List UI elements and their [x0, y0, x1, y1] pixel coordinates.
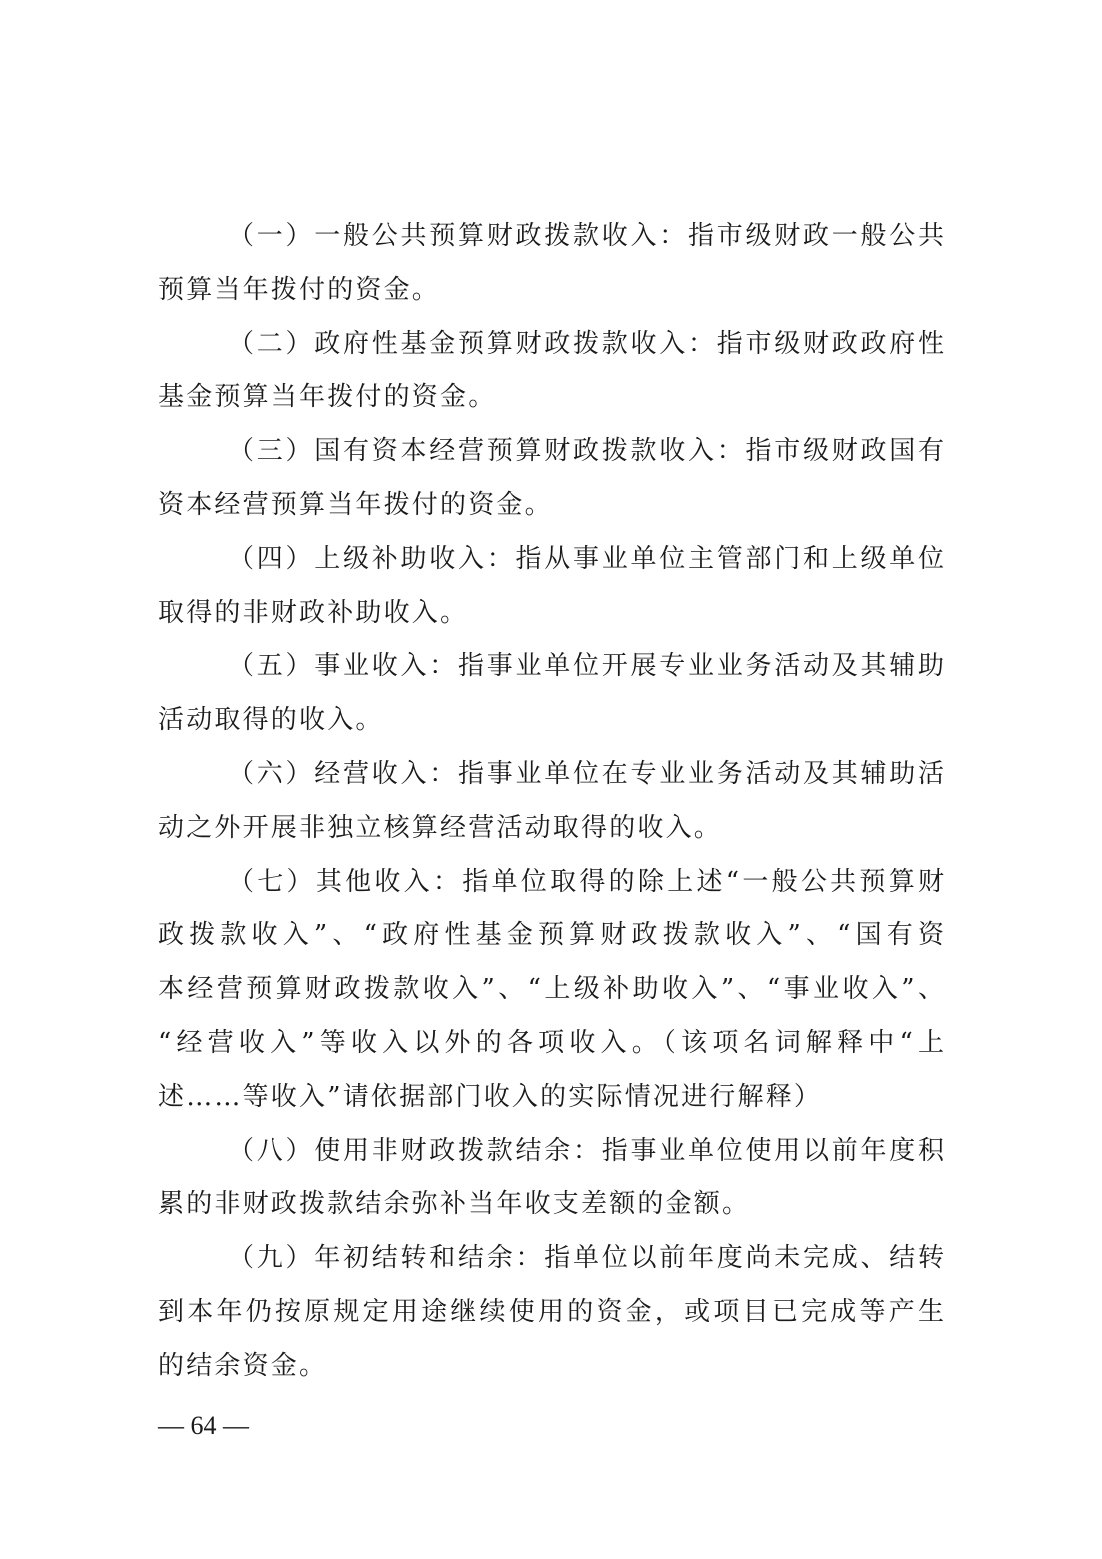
text-line: 取得的非财政补助收入。 — [158, 597, 469, 628]
text-line: （九）年初结转和结余：指单位以前年度尚未完成、结转 — [228, 1243, 944, 1274]
text-line: 到本年仍按原规定用途继续使用的资金，或项目已完成等产生 — [158, 1296, 944, 1327]
paragraph-operating-income — [158, 748, 944, 856]
text-line: “经营收入”等收入以外的各项收入。（该项名词解释中“上 — [158, 1027, 944, 1058]
text-line: 累的非财政拨款结余弥补当年收支差额的金额。 — [158, 1189, 751, 1220]
paragraph-superior-subsidy — [158, 533, 944, 641]
text-line: （一）一般公共预算财政拨款收入：指市级财政一般公共 — [228, 221, 944, 251]
text-line: 预算当年拨付的资金。 — [158, 274, 441, 305]
text-line: （二）政府性基金预算财政拨款收入：指市级财政政府性 — [228, 328, 944, 359]
text-line: （八）使用非财政拨款结余：指事业单位使用以前年度积 — [228, 1135, 944, 1166]
text-line: 政拨款收入”、“政府性基金预算财政拨款收入”、“国有资 — [158, 920, 944, 951]
document-body — [158, 210, 944, 1394]
text-line: （七）其他收入：指单位取得的除上述“一般公共预算财 — [228, 866, 944, 897]
paragraph-business-income — [158, 640, 944, 748]
paragraph-state-capital-budget — [158, 425, 944, 533]
text-line: 的结余资金。 — [158, 1350, 328, 1381]
paragraph-non-fiscal-balance — [158, 1125, 944, 1233]
text-line: （六）经营收入：指事业单位在专业业务活动及其辅助活 — [228, 758, 944, 789]
text-line: 动之外开展非独立核算经营活动取得的收入。 — [158, 812, 723, 843]
text-line: （三）国有资本经营预算财政拨款收入：指市级财政国有 — [228, 436, 944, 467]
text-line: （四）上级补助收入：指从事业单位主管部门和上级单位 — [228, 543, 944, 574]
paragraph-general-public-budget — [158, 210, 944, 318]
text-line: 活动取得的收入。 — [158, 705, 384, 736]
text-line: 述……等收入”请依据部门收入的实际情况进行解释） — [158, 1081, 823, 1112]
paragraph-other-income — [158, 856, 944, 1125]
paragraph-government-fund-budget — [158, 318, 944, 426]
text-line: 资本经营预算当年拨付的资金。 — [158, 489, 553, 520]
page-number: — 64 — — [158, 1411, 249, 1440]
text-line: 本经营预算财政拨款收入”、“上级补助收入”、“事业收入”、 — [158, 974, 944, 1005]
text-line: （五）事业收入：指事业单位开展专业业务活动及其辅助 — [228, 651, 944, 682]
text-line: 基金预算当年拨付的资金。 — [158, 382, 497, 413]
paragraph-carryover-balance — [158, 1232, 944, 1393]
